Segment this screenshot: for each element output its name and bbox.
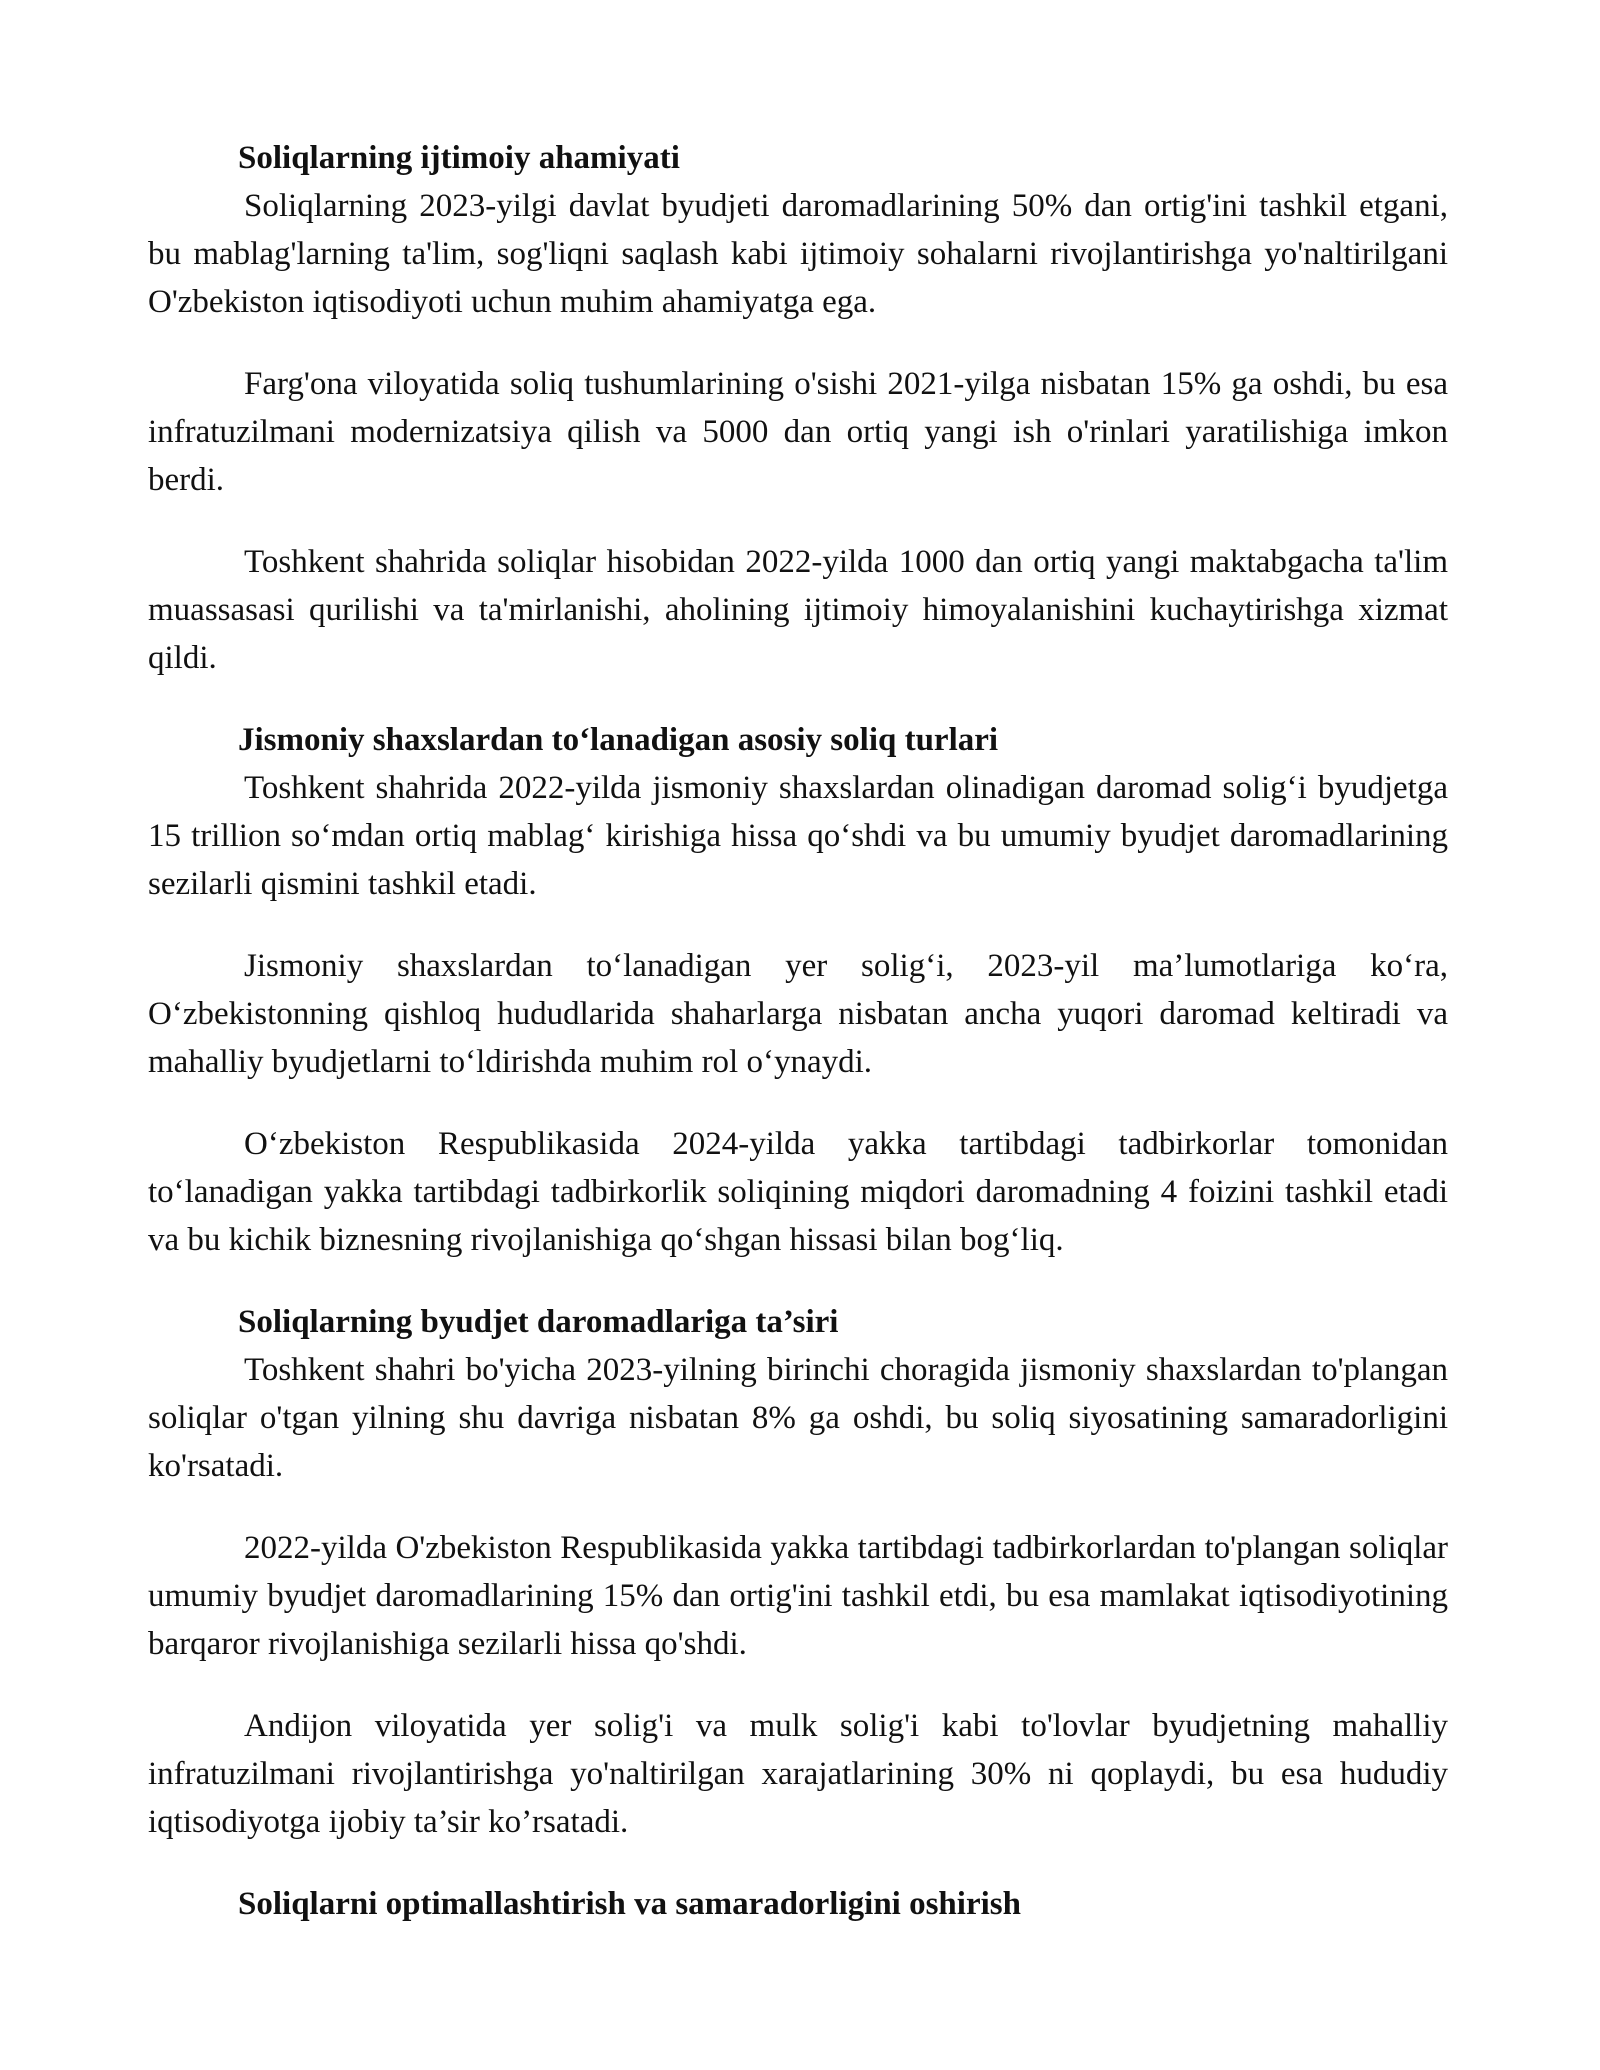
paragraph: Jismoniy shaxslardan to‘lanadigan yer solig‘i, 2023-yil ma’lumotlariga ko‘ra, O‘zbekistonning qishloq hududlarida shaharlarga nisbatan ancha yuqori daromad keltiradi va mahalliy byudjetlarni to‘ldirishda muhim rol o‘ynaydi.	[148, 948, 1448, 1080]
section-heading-optimallashtirish: Soliqlarni optimallashtirish va samaradorligini oshirish	[238, 1886, 1021, 1922]
document-page	[148, 134, 1448, 1928]
paragraph: Toshkent shahrida 2022-yilda jismoniy shaxslardan olinadigan daromad solig‘i byudjetga 15 trillion so‘mdan ortiq mablag‘ kirishiga hissa qo‘shdi va bu umumiy byudjet daromadlarining sezilarli qismini tashkil etadi.	[148, 770, 1448, 902]
section-heading-ijtimoiy-ahamiyat: Soliqlarning ijtimoiy ahamiyati	[238, 140, 680, 176]
paragraph: Toshkent shahrida soliqlar hisobidan 2022-yilda 1000 dan ortiq yangi maktabgacha ta'lim muassasasi qurilishi va ta'mirlanishi, aholining ijtimoiy himoyalanishini kuchaytirishga xizmat qildi.	[148, 544, 1448, 676]
paragraph: O‘zbekiston Respublikasida 2024-yilda yakka tartibdagi tadbirkorlar tomonidan to‘lanadigan yakka tartibdagi tadbirkorlik soliqining miqdori daromadning 4 foizini tashkil etadi va bu kichik biznesning rivojlanishiga qo‘shgan hissasi bilan bog‘liq.	[148, 1126, 1448, 1258]
paragraph: Soliqlarning 2023-yilgi davlat byudjeti daromadlarining 50% dan ortig'ini tashkil etgani, bu mablag'larning ta'lim, sog'liqni saqlash kabi ijtimoiy sohalarni rivojlantirishga yo'naltirilgani O'zbekiston iqtisodiyoti uchun muhim ahamiyatga ega.	[148, 188, 1448, 320]
paragraph: Farg'ona viloyatida soliq tushumlarining o'sishi 2021-yilga nisbatan 15% ga oshdi, bu esa infratuzilmani modernizatsiya qilish va 5000 dan ortiq yangi ish o'rinlari yaratilishiga imkon berdi.	[148, 366, 1448, 498]
section-heading-soliq-turlari: Jismoniy shaxslardan to‘lanadigan asosiy soliq turlari	[238, 722, 999, 758]
paragraph: 2022-yilda O'zbekiston Respublikasida yakka tartibdagi tadbirkorlardan to'plangan soliqlar umumiy byudjet daromadlarining 15% dan ortig'ini tashkil etdi, bu esa mamlakat iqtisodiyotining barqaror rivojlanishiga sezilarli hissa qo'shdi.	[148, 1530, 1448, 1662]
section-heading-byudjet-tasiri: Soliqlarning byudjet daromadlariga ta’siri	[238, 1304, 839, 1340]
paragraph: Andijon viloyatida yer solig'i va mulk solig'i kabi to'lovlar byudjetning mahalliy infratuzilmani rivojlantirishga yo'naltirilgan xarajatlarining 30% ni qoplaydi, bu esa hududiy iqtisodiyotga ijobiy ta’sir ko’rsatadi.	[148, 1708, 1448, 1840]
paragraph: Toshkent shahri bo'yicha 2023-yilning birinchi choragida jismoniy shaxslardan to'plangan soliqlar o'tgan yilning shu davriga nisbatan 8% ga oshdi, bu soliq siyosatining samaradorligini ko'rsatadi.	[148, 1352, 1448, 1484]
